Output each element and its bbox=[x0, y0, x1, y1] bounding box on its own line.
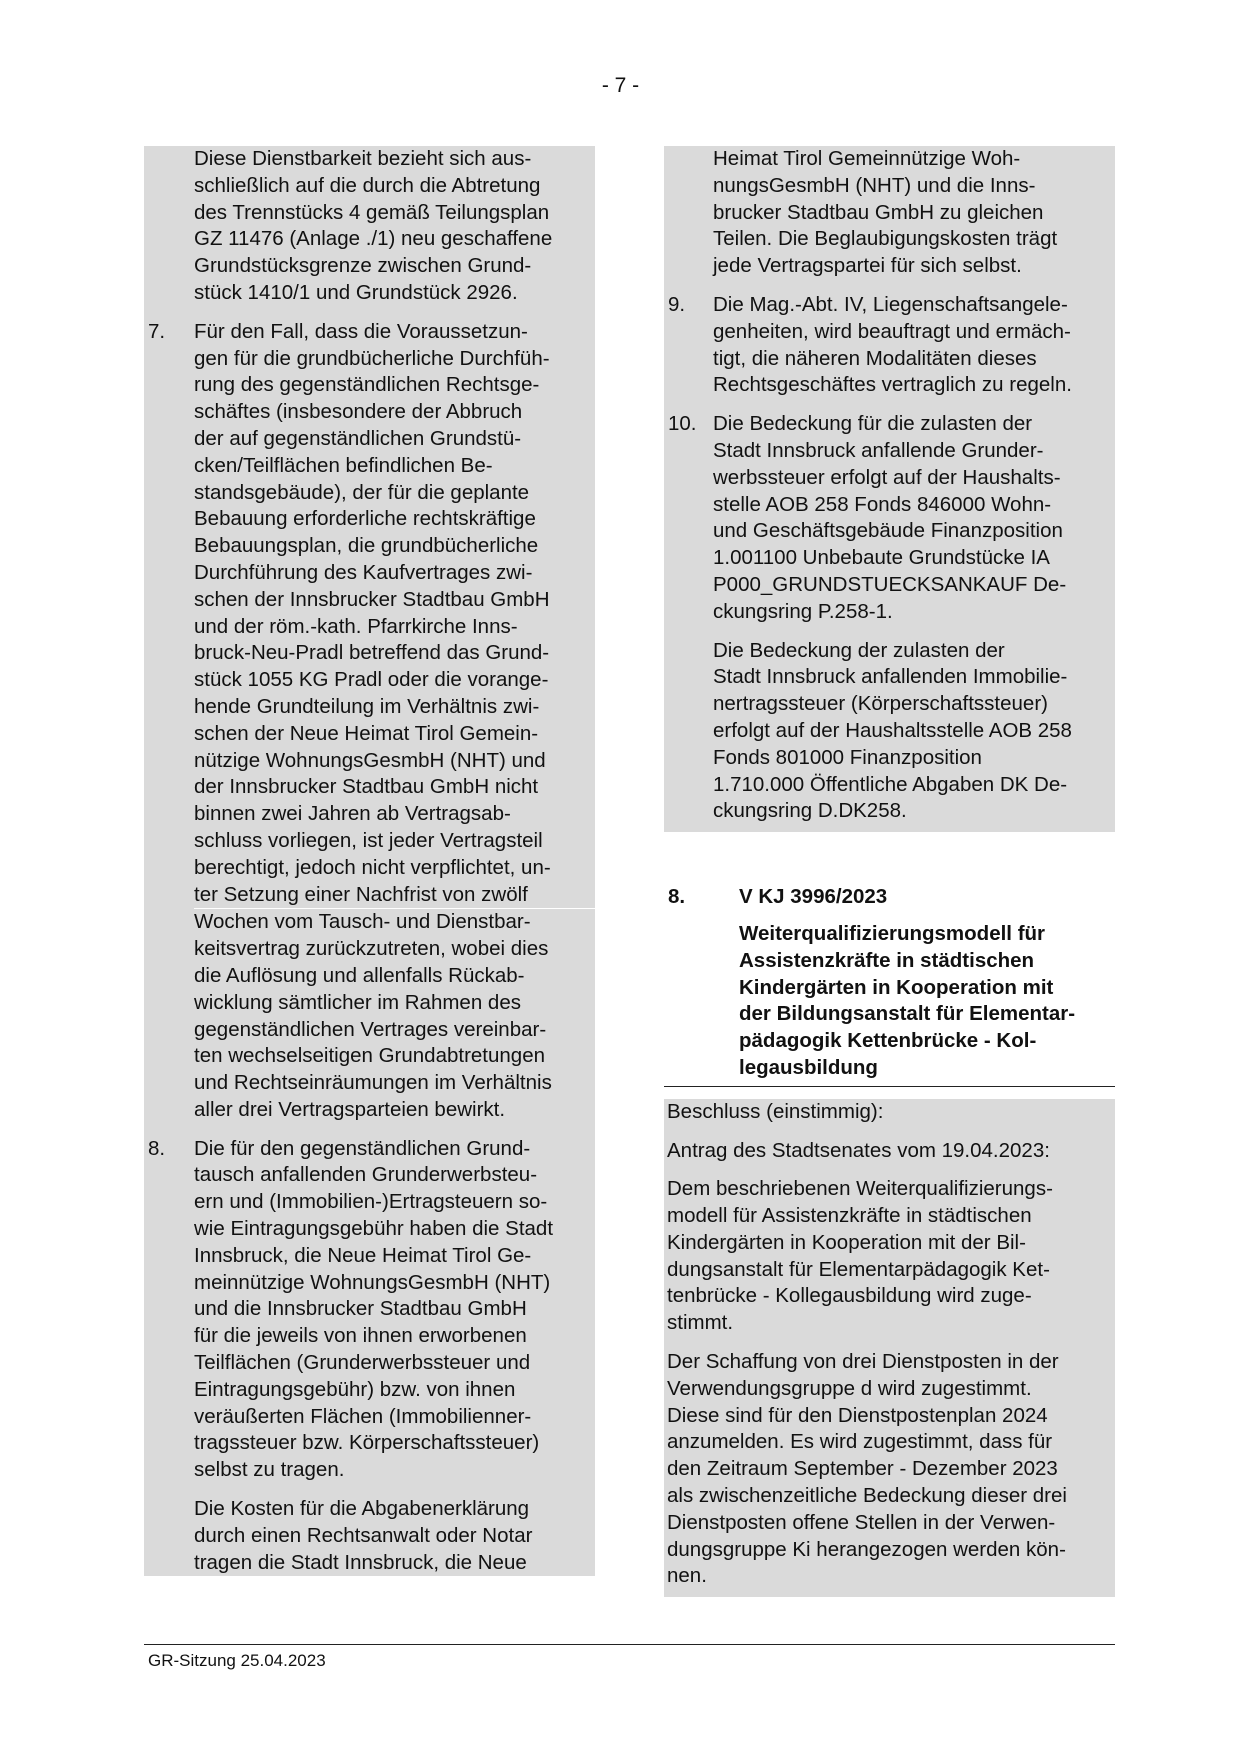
text-line: Die für den gegenständlichen Grund- bbox=[194, 1136, 531, 1160]
text-line: als zwischenzeitliche Bedeckung dieser drei bbox=[667, 1484, 1067, 1508]
text-line: der auf gegenständlichen Grundstü- bbox=[194, 426, 522, 450]
text-line: schluss vorliegen, ist jeder Vertragsteil bbox=[194, 828, 543, 852]
text-line: stück 1055 KG Pradl oder die vorange- bbox=[194, 668, 549, 692]
text-line: Kindergärten in Kooperation mit der Bil- bbox=[667, 1230, 1026, 1254]
text-line: Dem beschriebenen Weiterqualifizierungs- bbox=[667, 1177, 1053, 1201]
text-line: P000_GRUNDSTUECKSANKAUF De- bbox=[713, 572, 1067, 596]
text-line: meinnützige WohnungsGesmbH (NHT) bbox=[194, 1270, 551, 1294]
item-9-text bbox=[713, 292, 1115, 399]
agenda-item-heading bbox=[664, 884, 1115, 911]
page-number: - 7 - bbox=[601, 74, 640, 97]
text-line: jede Vertragspartei für sich selbst. bbox=[713, 254, 1022, 278]
text-line: Wochen vom Tausch- und Dienstbar- bbox=[194, 910, 531, 934]
list-item-9 bbox=[664, 292, 1115, 399]
heading-rule bbox=[664, 1086, 1115, 1087]
text-line: veräußerten Flächen (Immobilienner- bbox=[194, 1404, 532, 1428]
agenda-number: 8. bbox=[668, 885, 686, 909]
item-10-second-paragraph bbox=[664, 638, 1115, 826]
text-line: und die Innsbrucker Stadtbau GmbH bbox=[194, 1297, 527, 1321]
text-line: Teilflächen (Grunderwerbssteuer und bbox=[194, 1351, 531, 1375]
text-line: genheiten, wird beauftragt und ermäch- bbox=[713, 319, 1071, 343]
text-line: Diese Dienstbarkeit bezieht sich aus- bbox=[194, 147, 532, 170]
text-line: schließlich auf die durch die Abtretung bbox=[194, 173, 541, 197]
text-line: standsgebäude), der für die geplante bbox=[194, 480, 530, 504]
item-8-text bbox=[194, 1136, 595, 1484]
text-line: anzumelden. Es wird zugestimmt, dass für bbox=[667, 1430, 1053, 1454]
text-line: der Innsbrucker Stadtbau GmbH nicht bbox=[194, 775, 539, 799]
text-line: modell für Assistenzkräfte in städtischen bbox=[667, 1204, 1032, 1228]
motion-label: Antrag des Stadtsenates vom 19.04.2023: bbox=[667, 1138, 1050, 1162]
text-line: Grundstücksgrenze zwischen Grund- bbox=[194, 254, 532, 278]
text-line: aller drei Vertragsparteien bewirkt. bbox=[194, 1097, 506, 1121]
footer-rule bbox=[144, 1644, 1115, 1645]
text-line: bruck-Neu-Pradl betreffend das Grund- bbox=[194, 641, 550, 665]
right-shaded-block-2 bbox=[664, 1099, 1115, 1598]
text-line: stelle AOB 258 Fonds 846000 Wohn- bbox=[713, 492, 1052, 516]
text-line: Heimat Tirol Gemeinnützige Woh- bbox=[713, 147, 1021, 170]
text-line: legausbildung bbox=[739, 1055, 878, 1079]
footer-session-date: GR-Sitzung 25.04.2023 bbox=[148, 1651, 326, 1670]
text-line: ten wechselseitigen Grundabtretungen bbox=[194, 1044, 546, 1068]
text-line: Fonds 801000 Finanzposition bbox=[713, 745, 982, 769]
text-line: Stadt Innsbruck anfallende Grunder- bbox=[713, 438, 1044, 462]
item-number: 9. bbox=[668, 292, 686, 316]
list-item-8 bbox=[144, 1136, 595, 1484]
text-line: nützige WohnungsGesmbH (NHT) und bbox=[194, 748, 546, 772]
text-line: schen der Neue Heimat Tirol Gemein- bbox=[194, 721, 539, 745]
text-line: tausch anfallenden Grunderwerbsteu- bbox=[194, 1163, 538, 1187]
text-line: Bebauung erforderliche rechtskräftige bbox=[194, 507, 536, 531]
text-line: und Geschäftsgebäude Finanzposition bbox=[713, 519, 1063, 543]
text-line: die Auflösung und allenfalls Rückab- bbox=[194, 963, 525, 987]
text-line: wie Eintragungsgebühr haben die Stadt bbox=[194, 1217, 554, 1241]
text-line: 1.001100 Unbebaute Grundstücke IA bbox=[713, 546, 1050, 570]
decision-label: Beschluss (einstimmig): bbox=[667, 1099, 884, 1123]
item-10-text bbox=[713, 411, 1115, 625]
text-line: Dienstposten offene Stellen in der Verwen- bbox=[667, 1510, 1056, 1534]
text-line: Der Schaffung von drei Dienstposten in der bbox=[667, 1350, 1059, 1374]
text-line: dungsgruppe Ki herangezogen werden kön- bbox=[667, 1537, 1066, 1561]
text-line: erfolgt auf der Haushaltsstelle AOB 258 bbox=[713, 718, 1072, 742]
text-line: Durchführung des Kaufvertrages zwi- bbox=[194, 560, 533, 584]
text-line: nertragssteuer (Körperschaftssteuer) bbox=[713, 692, 1048, 716]
text-line: wicklung sämtlicher im Rahmen des bbox=[194, 990, 521, 1014]
text-line: stimmt. bbox=[667, 1311, 734, 1335]
text-line: ckungsring P.258-1. bbox=[713, 599, 893, 623]
text-line: cken/Teilflächen befindlichen Be- bbox=[194, 453, 493, 477]
left-column bbox=[144, 146, 595, 1576]
text-line: berechtigt, jedoch nicht verpflichtet, un- bbox=[194, 855, 551, 879]
servitude-paragraph bbox=[144, 146, 595, 307]
text-line: Die Bedeckung der zulasten der bbox=[713, 638, 1005, 662]
list-item-7 bbox=[144, 319, 595, 1124]
text-line: tragen die Stadt Innsbruck, die Neue bbox=[194, 1550, 527, 1574]
item-7-text-a bbox=[194, 319, 595, 909]
text-line: tigt, die näheren Modalitäten dieses bbox=[713, 346, 1037, 370]
text-line: hende Grundteilung im Verhältnis zwi- bbox=[194, 694, 540, 718]
text-line: und Rechtseinräumungen im Verhältnis bbox=[194, 1071, 552, 1095]
list-item-10 bbox=[664, 411, 1115, 625]
text-line: Weiterqualifizierungsmodell für bbox=[739, 921, 1046, 945]
right-column bbox=[664, 146, 1115, 1597]
text-line: keitsvertrag zurückzutreten, wobei dies bbox=[194, 937, 549, 961]
text-line: Teilen. Die Beglaubigungskosten trägt bbox=[713, 227, 1058, 251]
text-line: der Bildungsanstalt für Elementar- bbox=[739, 1002, 1076, 1026]
text-line: Eintragungsgebühr) bzw. von ihnen bbox=[194, 1377, 516, 1401]
text-line: tenbrücke - Kollegausbildung wird zuge- bbox=[667, 1284, 1032, 1308]
text-line: für die jeweils von ihnen erworbenen bbox=[194, 1324, 527, 1348]
item-number: 10. bbox=[668, 412, 697, 436]
text-line: nungsGesmbH (NHT) und die Inns- bbox=[713, 173, 1036, 197]
text-line: schen der Innsbrucker Stadtbau GmbH bbox=[194, 587, 550, 611]
item-number: 7. bbox=[148, 319, 166, 343]
item-7-text-b bbox=[194, 909, 595, 1123]
text-line: stück 1410/1 und Grundstück 2926. bbox=[194, 280, 518, 304]
agenda-title bbox=[664, 921, 1115, 1082]
text-line: Stadt Innsbruck anfallenden Immobilie- bbox=[713, 665, 1068, 689]
text-line: dungsanstalt für Elementarpädagogik Ket- bbox=[667, 1257, 1050, 1281]
text-line: brucker Stadtbau GmbH zu gleichen bbox=[713, 200, 1044, 224]
text-line: Die Mag.-Abt. IV, Liegenschaftsangele- bbox=[713, 292, 1068, 316]
text-line: gen für die grundbücherliche Durchfüh- bbox=[194, 346, 550, 370]
right-shaded-block-1 bbox=[664, 146, 1115, 832]
text-line: rung des gegenständlichen Rechtsge- bbox=[194, 373, 540, 397]
text-line: ckungsring D.DK258. bbox=[713, 799, 907, 823]
text-line: Die Kosten für die Abgabenerklärung bbox=[194, 1497, 530, 1521]
text-line: schäftes (insbesondere der Abbruch bbox=[194, 400, 523, 424]
text-line: Kindergärten in Kooperation mit bbox=[739, 975, 1054, 999]
text-line: des Trennstücks 4 gemäß Teilungsplan bbox=[194, 200, 550, 224]
left-shaded-block bbox=[144, 146, 595, 1576]
text-line: gegenständlichen Vertrages vereinbar- bbox=[194, 1017, 547, 1041]
text-line: selbst zu tragen. bbox=[194, 1458, 345, 1482]
text-line: GZ 11476 (Anlage ./1) neu geschaffene bbox=[194, 227, 553, 251]
item-number: 8. bbox=[148, 1136, 166, 1160]
cost-continuation-paragraph bbox=[664, 146, 1115, 280]
text-line: den Zeitraum September - Dezember 2023 bbox=[667, 1457, 1058, 1481]
text-line: 1.710.000 Öffentliche Abgaben DK De- bbox=[713, 772, 1068, 796]
text-line: durch einen Rechtsanwalt oder Notar bbox=[194, 1523, 533, 1547]
text-line: und der röm.-kath. Pfarrkirche Inns- bbox=[194, 614, 518, 638]
text-line: nen. bbox=[667, 1564, 707, 1588]
text-line: Verwendungsgruppe d wird zugestimmt. bbox=[667, 1376, 1032, 1400]
text-line: ter Setzung einer Nachfrist von zwölf bbox=[194, 882, 528, 906]
item-8-cost-paragraph bbox=[144, 1496, 595, 1576]
text-line: werbssteuer erfolgt auf der Haushalts- bbox=[713, 465, 1061, 489]
text-line: binnen zwei Jahren ab Vertragsab- bbox=[194, 802, 511, 826]
resolution-paragraph-2 bbox=[664, 1349, 1115, 1590]
text-line: Bebauungsplan, die grundbücherliche bbox=[194, 534, 539, 558]
text-line: Innsbruck, die Neue Heimat Tirol Ge- bbox=[194, 1243, 532, 1267]
text-line: tragssteuer bzw. Körperschaftssteuer) bbox=[194, 1431, 540, 1455]
resolution-paragraph-1 bbox=[664, 1176, 1115, 1337]
agenda-code: V KJ 3996/2023 bbox=[739, 885, 888, 909]
text-line: Assistenzkräfte in städtischen bbox=[739, 948, 1035, 972]
text-line: Rechtsgeschäftes vertraglich zu regeln. bbox=[713, 373, 1072, 397]
text-line: Die Bedeckung für die zulasten der bbox=[713, 412, 1033, 436]
text-line: pädagogik Kettenbrücke - Kol- bbox=[739, 1029, 1037, 1053]
text-line: Für den Fall, dass die Voraussetzun- bbox=[194, 319, 528, 343]
text-line: ern und (Immobilien-)Ertragsteuern so- bbox=[194, 1190, 548, 1214]
text-line: Diese sind für den Dienstpostenplan 2024 bbox=[667, 1403, 1048, 1427]
